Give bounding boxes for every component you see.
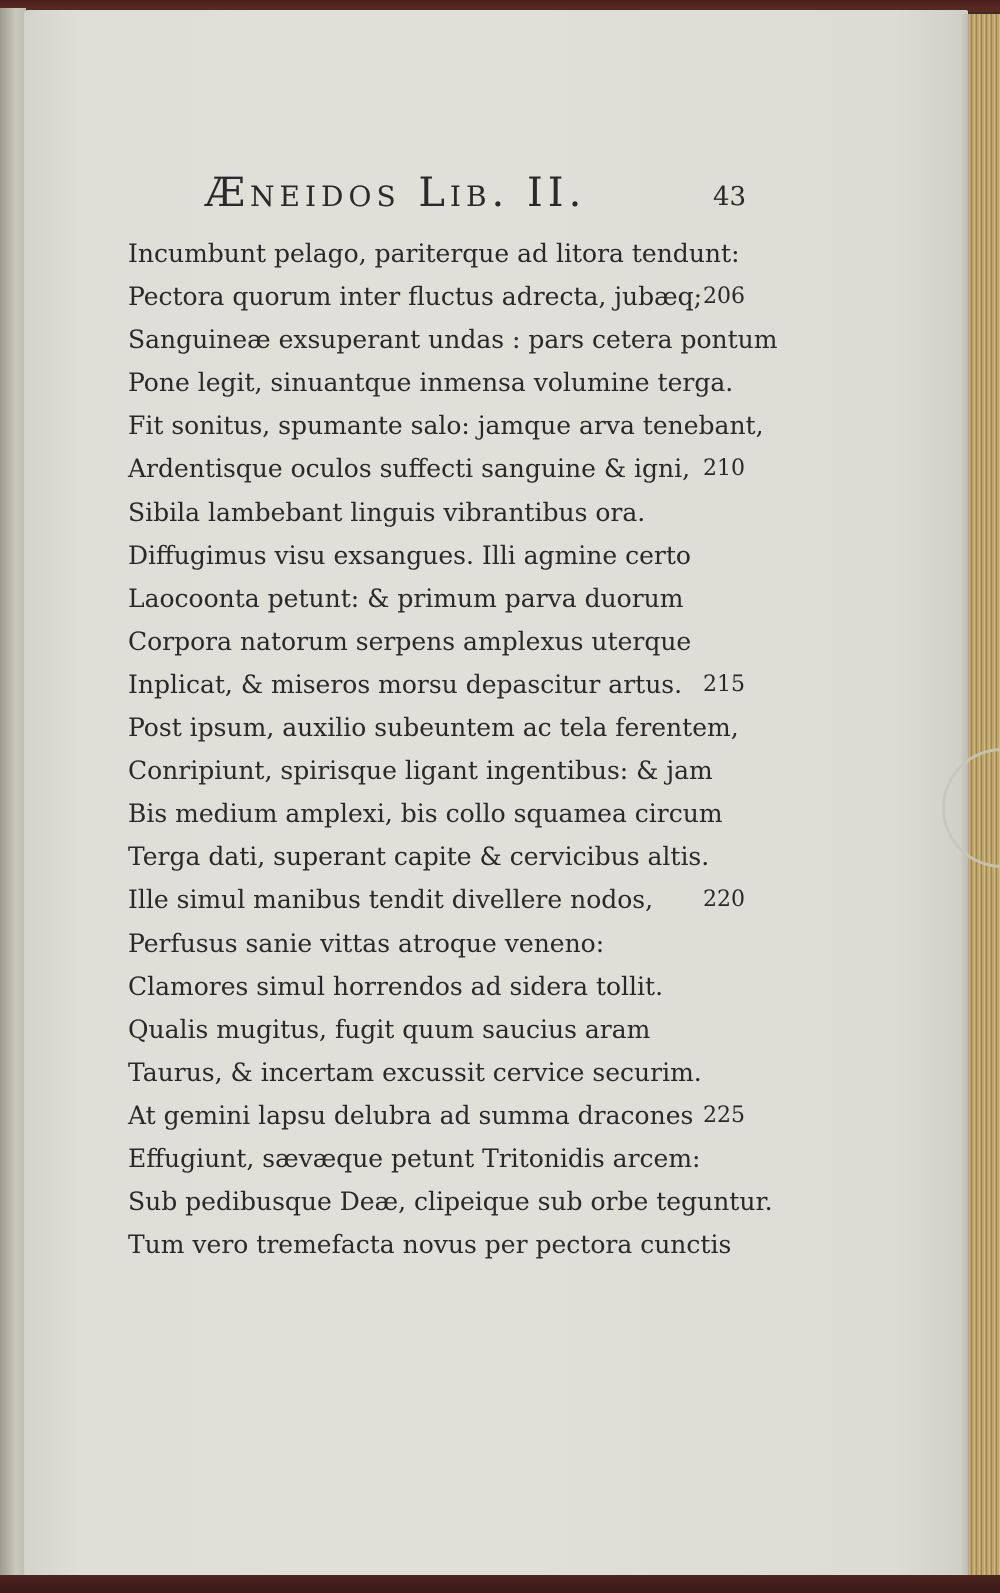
verse-text: Ardentisque oculos suffecti sanguine & igni, — [128, 454, 691, 484]
verse-line — [128, 1137, 778, 1180]
verse-text: Taurus, & incertam excussit cervice securim. — [128, 1057, 702, 1087]
verse-line — [128, 1051, 778, 1094]
verse-line — [128, 749, 778, 792]
left-gutter — [0, 8, 26, 1580]
verse-text: Tum vero tremefacta novus per pectora cunctis — [128, 1230, 732, 1260]
verse-line — [128, 706, 778, 749]
verse-text: Qualis mugitus, fugit quum saucius aram — [128, 1014, 651, 1044]
verse-line — [128, 965, 778, 1008]
verse-block — [128, 232, 778, 1266]
verse-text: Laocoonta petunt: & primum parva duorum — [128, 583, 684, 613]
verse-line — [128, 318, 778, 361]
page-header — [0, 168, 1000, 228]
verse-text: Effugiunt, sævæque petunt Tritonidis arcem: — [128, 1143, 701, 1173]
line-number: 206 — [703, 284, 745, 310]
verse-line — [128, 534, 778, 577]
verse-text: Sub pedibusque Deæ, clipeique sub orbe teguntur. — [128, 1187, 773, 1217]
running-title: Æneidos Lib. II. — [205, 170, 587, 216]
verse-line — [128, 663, 778, 706]
verse-line — [128, 361, 778, 404]
verse-text: At gemini lapsu delubra ad summa dracones — [128, 1100, 694, 1130]
verse-line — [128, 577, 778, 620]
verse-line — [128, 275, 778, 318]
verse-line — [128, 620, 778, 663]
verse-text: Incumbunt pelago, pariterque ad litora tendunt: — [128, 239, 740, 268]
line-number: 220 — [703, 887, 745, 913]
verse-line — [128, 1094, 778, 1137]
verse-text: Inplicat, & miseros morsu depascitur artus. — [128, 669, 683, 699]
verse-line — [128, 1223, 778, 1266]
verse-line — [128, 404, 778, 447]
verse-text: Conripiunt, spirisque ligant ingentibus: & jam — [128, 756, 713, 786]
line-number: 210 — [703, 456, 745, 482]
verse-text: Post ipsum, auxilio subeuntem ac tela ferentem, — [128, 713, 739, 743]
verse-text: Pectora quorum inter fluctus adrecta, jubæq; — [128, 282, 703, 312]
verse-line — [128, 792, 778, 835]
verse-text: Sanguineæ exsuperant undas : pars cetera pontum — [128, 325, 778, 355]
verse-line — [128, 232, 778, 275]
verse-line — [128, 922, 778, 965]
verse-text: Bis medium amplexi, bis collo squamea circum — [128, 799, 723, 829]
verse-text: Diffugimus visu exsangues. Illi agmine certo — [128, 540, 691, 570]
binding-bottom-edge — [0, 1575, 1000, 1593]
page-number: 43 — [713, 182, 747, 212]
verse-text: Pone legit, sinuantque inmensa volumine terga. — [128, 368, 734, 398]
line-number: 215 — [703, 671, 745, 697]
verse-text: Corpora natorum serpens amplexus uterque — [128, 626, 692, 656]
verse-line — [128, 878, 778, 921]
verse-line — [128, 1008, 778, 1051]
verse-text: Perfusus sanie vittas atroque veneno: — [128, 928, 605, 958]
verse-text: Terga dati, superant capite & cervicibus altis. — [128, 842, 710, 872]
verse-text: Ille simul manibus tendit divellere nodos, — [128, 885, 654, 915]
verse-line — [128, 835, 778, 878]
verse-text: Fit sonitus, spumante salo: jamque arva tenebant, — [128, 411, 764, 441]
verse-line — [128, 1180, 778, 1223]
verse-line — [128, 491, 778, 534]
line-number: 225 — [703, 1102, 745, 1128]
verse-text: Clamores simul horrendos ad sidera tollit. — [128, 971, 664, 1001]
verse-text: Sibila lambebant linguis vibrantibus ora. — [128, 497, 646, 527]
verse-line — [128, 447, 778, 490]
